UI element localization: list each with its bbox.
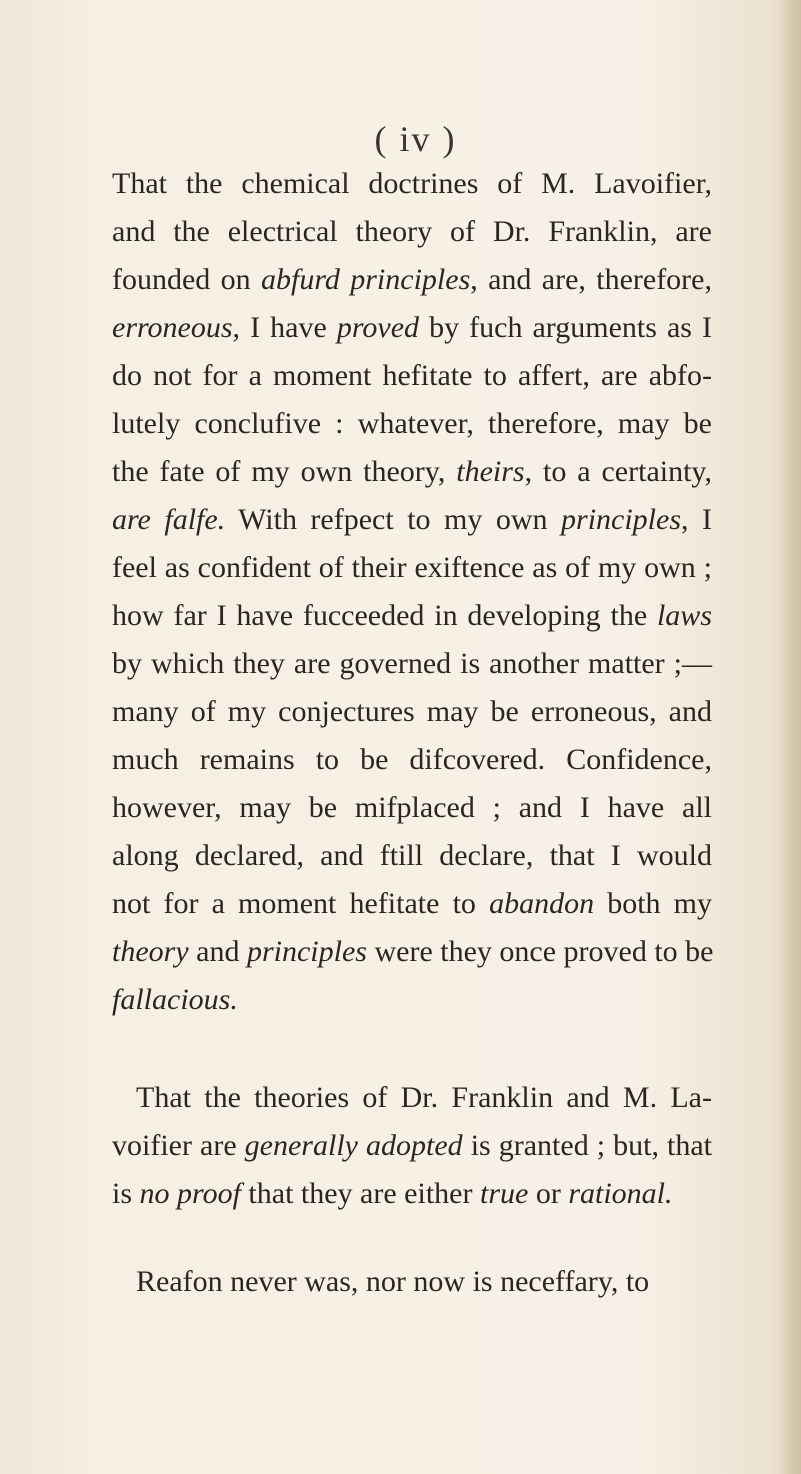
text-line	[112, 448, 712, 496]
paragraph-gap	[112, 1218, 712, 1258]
italic-text: generally adopted	[244, 1129, 463, 1162]
text-line	[112, 640, 712, 688]
paragraph-gap	[112, 1024, 712, 1074]
text-run: voifier are	[112, 1129, 245, 1162]
paragraph-2	[112, 1074, 712, 1218]
italic-text: principles	[561, 503, 682, 536]
page-edge-shadow	[777, 0, 801, 1474]
text-line	[112, 352, 712, 400]
italic-text: theirs	[456, 455, 525, 488]
text-line	[112, 976, 712, 1024]
text-line	[112, 928, 712, 976]
italic-text: rational.	[568, 1177, 673, 1210]
text-run: and	[188, 935, 247, 968]
text-line	[112, 1074, 712, 1122]
italic-text: are falfe.	[112, 503, 226, 536]
page-number	[0, 118, 801, 160]
text-line	[112, 256, 712, 304]
text-line	[112, 1258, 712, 1306]
italic-text: proved	[336, 311, 420, 344]
text-run: both my	[594, 887, 713, 920]
text-run: founded on	[112, 263, 262, 296]
text-run: lutely conclufive : whatever, therefore, may be	[112, 407, 712, 440]
text-run: how far I have fucceeded in developing the	[112, 599, 657, 632]
text-run: that they are either	[240, 1177, 480, 1210]
text-line	[112, 400, 712, 448]
text-run: Reafon never was, nor now is neceffary, to	[136, 1265, 650, 1298]
text-run: and the electrical theory of Dr. Franklin, are	[112, 215, 712, 248]
text-run: do not for a moment hefitate to affert, are abfo-	[112, 359, 712, 392]
text-run: by fuch arguments as I	[419, 311, 712, 344]
italic-text: no proof	[139, 1177, 241, 1210]
text-run: With refpect to my own	[225, 503, 562, 536]
text-run: however, may be mifplaced ; and I have all	[112, 791, 712, 824]
italic-text: abfurd principles	[261, 263, 471, 296]
text-run: is granted ; but, that	[462, 1129, 712, 1162]
italic-text: fallacious.	[112, 983, 238, 1016]
text-run: or	[528, 1177, 569, 1210]
text-run: feel as confident of their exiftence as of my own ;	[112, 551, 712, 584]
italic-text: true	[479, 1177, 529, 1210]
italic-text: abandon	[489, 887, 595, 920]
text-line	[112, 688, 712, 736]
text-line	[112, 592, 712, 640]
paragraph-1	[112, 160, 712, 1024]
text-line	[112, 832, 712, 880]
text-line	[112, 1170, 712, 1218]
text-run: by which they are governed is another matter ;—	[112, 647, 712, 680]
italic-text: theory	[112, 935, 189, 968]
page-number-text: ( iv )	[374, 119, 457, 159]
text-block	[112, 160, 712, 1306]
text-run: were they once proved to be	[366, 935, 714, 968]
text-run: many of my conjectures may be erroneous, and	[112, 695, 712, 728]
italic-text: principles	[246, 935, 367, 968]
text-run: , I	[681, 503, 712, 536]
italic-text: erroneous	[112, 311, 233, 344]
italic-text: laws	[656, 599, 712, 632]
text-run: the fate of my own theory,	[112, 455, 457, 488]
text-run: much remains to be difcovered. Confidence,	[112, 743, 712, 776]
text-run: along declared, and ftill declare, that I would	[112, 839, 712, 872]
text-run: , I have	[232, 311, 337, 344]
text-line	[112, 784, 712, 832]
text-line	[112, 544, 712, 592]
text-run: That the chemical doctrines of M. Lavoifier,	[112, 167, 712, 200]
text-line	[112, 208, 712, 256]
text-line	[112, 1122, 712, 1170]
text-run: , to a certainty,	[524, 455, 712, 488]
text-run: That the theories of Dr. Franklin and M. La-	[136, 1081, 712, 1114]
text-line	[112, 304, 712, 352]
text-line	[112, 496, 712, 544]
text-line	[112, 160, 712, 208]
paragraph-3	[112, 1258, 712, 1306]
text-line	[112, 736, 712, 784]
text-run: not for a moment hefitate to	[112, 887, 490, 920]
text-line	[112, 880, 712, 928]
text-run: , and are, therefore,	[470, 263, 712, 296]
text-run: is	[112, 1177, 140, 1210]
